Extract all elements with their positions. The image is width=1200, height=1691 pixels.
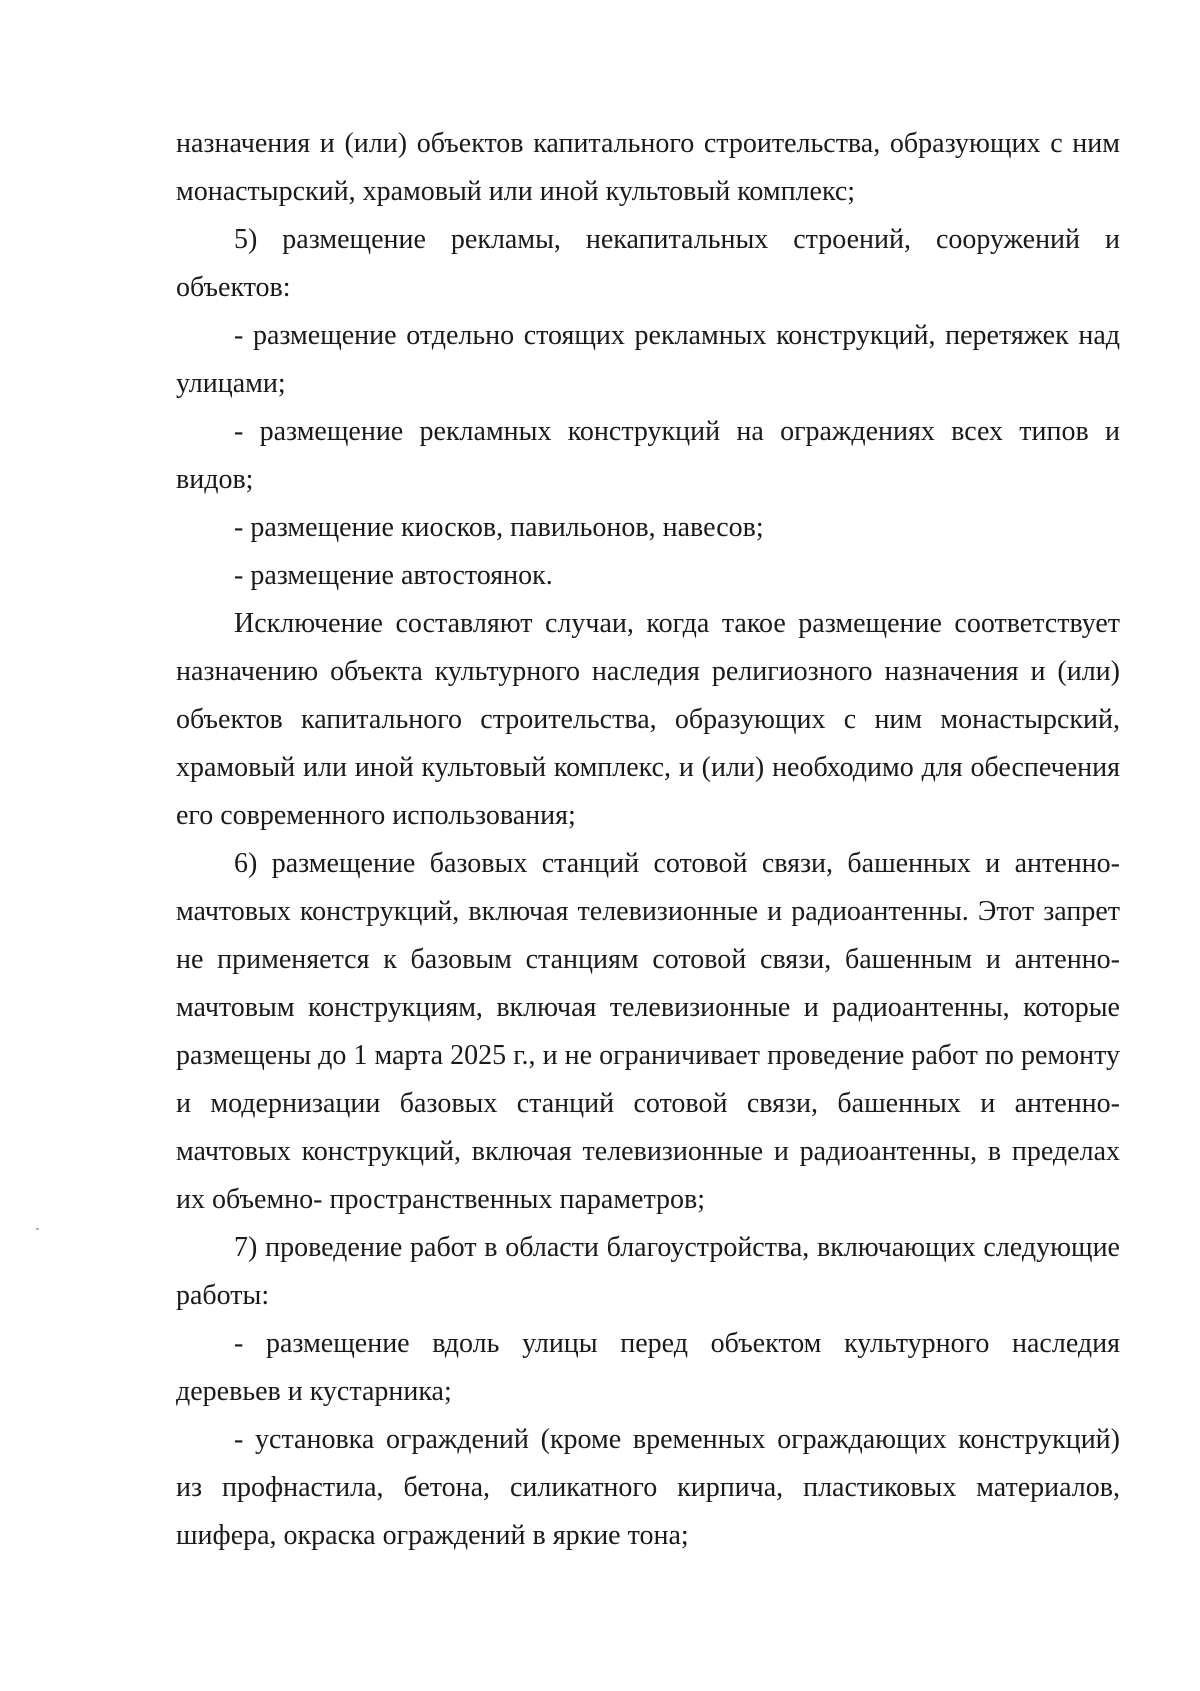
paragraph-bullet-fences: - установка ограждений (кроме временных ограждающих конструкций) из профнастила, бетона, силикатного кирпича, пластиковых материалов, шифера, окраска ограждений в яркие тона;: [176, 1424, 1120, 1551]
paragraph-exception: Исключение составляют случаи, когда такое размещение соответствует назначению объекта культурного наследия религиозного назначения и (или) объектов капитального строительства, образующих с ним монастырский, храмовый или иной культовый комплекс, и (или) необходимо для обеспечения его современного использования;: [176, 608, 1120, 831]
paragraph-continuation: назначения и (или) объектов капитального строительства, образующих с ним монастырский, храмовый или иной культовый комплекс;: [176, 128, 1120, 207]
paragraph-bullet-trees: - размещение вдоль улицы перед объектом культурного наследия деревьев и кустарника;: [176, 1328, 1120, 1407]
paragraph-bullet-parking: - размещение автостоянок.: [234, 560, 553, 591]
paragraph-bullet-fence-ads: - размещение рекламных конструкций на ограждениях всех типов и видов;: [176, 416, 1120, 495]
paragraph-bullet-kiosks: - размещение киосков, павильонов, навесов;: [234, 512, 764, 543]
scan-artifact: [36, 1228, 39, 1230]
paragraph-item-7: 7) проведение работ в области благоустройства, включающих следующие работы:: [176, 1232, 1120, 1311]
document-body: [176, 120, 1120, 1560]
paragraph-bullet-billboards: - размещение отдельно стоящих рекламных конструкций, перетяжек над улицами;: [176, 320, 1120, 399]
paragraph-item-5: 5) размещение рекламы, некапитальных строений, сооружений и объектов:: [176, 224, 1120, 303]
paragraph-item-6: 6) размещение базовых станций сотовой связи, башенных и антенно-мачтовых конструкций, включая телевизионные и радиоантенны. Этот запрет не применяется к базовым станциям сотовой связи, башенным и антенно-мачтовым конструкциям, включая телевизионные и радиоантенны, которые размещены до 1 марта 2025 г., и не ограничивает проведение работ по ремонту и модернизации базовых станций сотовой связи, башенных и антенно-мачтовых конструкций, включая телевизионные и радиоантенны, в пределах их объемно- пространственных параметров;: [176, 848, 1120, 1215]
